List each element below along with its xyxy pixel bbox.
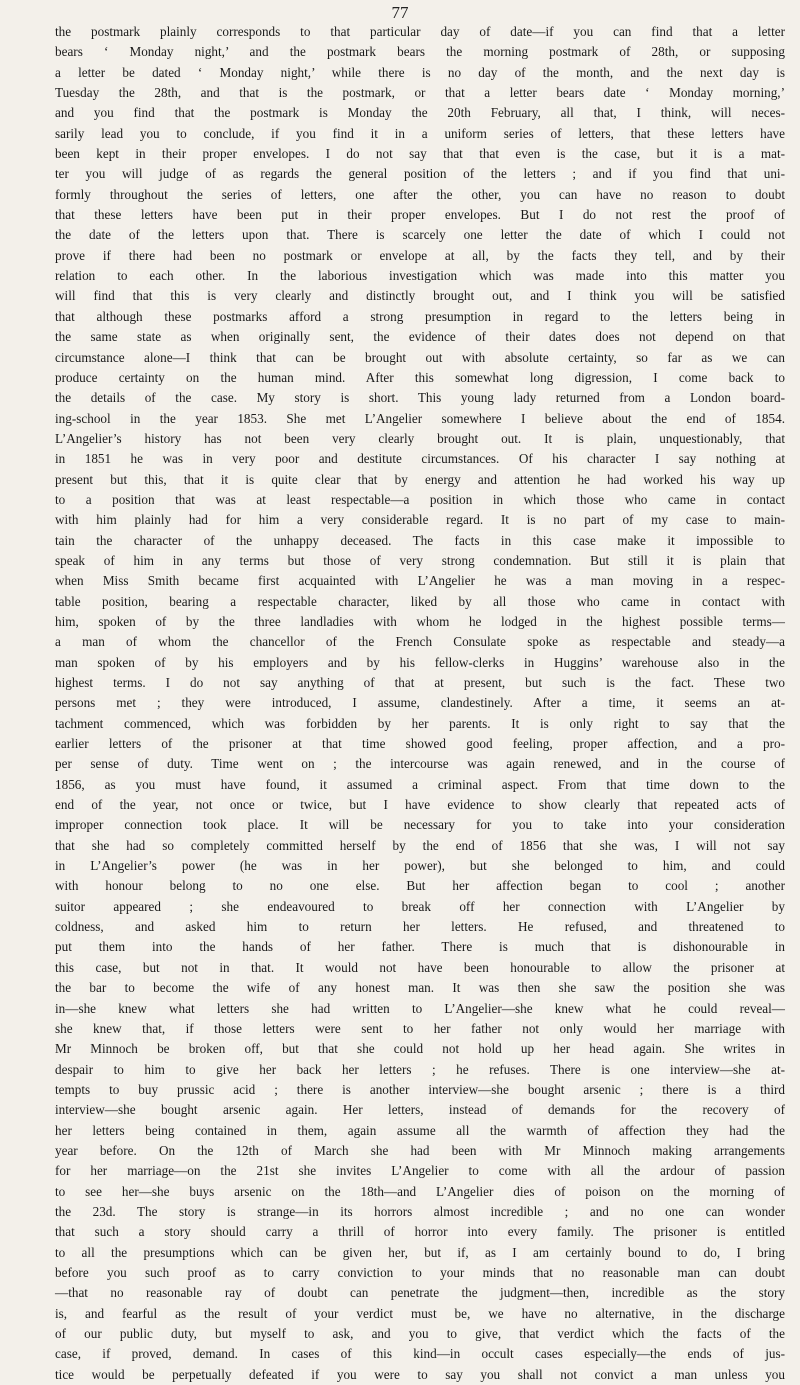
- text-line: —that no reasonable ray of doubt can penetrate the judgment—then, incredible as the story: [55, 1285, 785, 1301]
- text-line: that she had so completely committed herself by the end of 1856 that she was, I will not say: [55, 837, 785, 853]
- text-line: L’Angelier’s history has not been very clearly brought out. It is plain, unquestionably, that: [55, 430, 785, 446]
- page-number: 77: [391, 3, 409, 22]
- text-line: despair to him to give her back her letters ; he refuses. There is one interview—she at-: [55, 1061, 785, 1077]
- text-line: year before. On the 12th of March she had been with Mr Minnoch making arrangements: [55, 1142, 785, 1158]
- text-line: relation to each other. In the laborious investigation which was made into this matter you: [55, 268, 785, 284]
- text-line: she knew that, if those letters were sent to her father not only would her marriage with: [55, 1020, 785, 1036]
- text-line: 1856, as you must have found, it assumed a criminal aspect. From that time down to the: [55, 776, 785, 792]
- text-line: in L’Angelier’s power (he was in her power), but she belonged to him, and could: [55, 858, 785, 874]
- text-line: Tuesday the 28th, and that is the postmark, or that a letter bears date ‘ Monday morning,’: [55, 85, 785, 101]
- text-line: put them into the hands of her father. There is much that is dishonourable in: [55, 939, 785, 955]
- text-line: the same state as when originally sent, the evidence of their dates does not depend on that: [55, 329, 785, 345]
- text-line: tempts to buy prussic acid ; there is another interview—she bought arsenic ; there is a third: [55, 1081, 785, 1097]
- text-line: the 23d. The story is strange—in its horrors almost incredible ; and no one can wonder: [55, 1203, 785, 1219]
- text-line: tachment commenced, which was forbidden by her parents. It is only right to say that the: [55, 715, 785, 731]
- text-line: Mr Minnoch be broken off, but that she could not hold up her head again. She writes in: [55, 1041, 785, 1057]
- text-line: case, if proved, demand. In cases of this kind—in occult cases especially—the ends of jus-: [55, 1346, 785, 1362]
- text-line: bears ‘ Monday night,’ and the postmark bears the morning postmark of 28th, or supposing: [55, 44, 785, 60]
- text-line: the bar to become the wife of any honest man. It was then she saw the position she was: [55, 980, 785, 996]
- text-line: highest terms. I do not say anything of that at present, but such is the fact. These two: [55, 675, 785, 690]
- text-line: this case, but not in that. It would not have been honourable to allow the prisoner at: [55, 959, 785, 975]
- text-line: been kept in their proper envelopes. I do not say that that even is the case, but it is a mat-: [55, 146, 785, 162]
- text-line: ing-school in the year 1853. She met L’Angelier somewhere I believe about the end of 1854.: [55, 410, 785, 426]
- text-line: that these letters have been put in their proper envelopes. But I do not rest the proof of: [55, 207, 785, 223]
- text-line: in 1851 he was in very poor and destitute circumstances. Of his character I say nothing at: [55, 451, 785, 467]
- text-line: present but this, that it is quite clear that by energy and attention he had worked his way up: [55, 471, 785, 487]
- text-line: earlier letters of the prisoner at that time showed good feeling, proper affection, and a pro-: [55, 736, 785, 752]
- text-line: in—she knew what letters she had written to L’Angelier—she knew what he could reveal—: [55, 1000, 785, 1016]
- text-line: with him plainly had for him a very considerable regard. It is no part of my case to main-: [55, 512, 785, 528]
- text-line: to a position that was at least respectable—a position in which those who came in contact: [55, 491, 785, 507]
- text-line: end of the year, not once or twice, but I have evidence to show clearly that repeated acts of: [55, 797, 785, 813]
- text-line: produce certainty on the human mind. After this somewhat long digression, I come back to: [55, 369, 785, 385]
- text-line: per sense of duty. Time went on ; the intercourse was again renewed, and in the course of: [55, 756, 785, 772]
- body-text: [55, 22, 785, 1385]
- text-line: sarily lead you to conclude, if you find it in a uniform series of letters, that these letters have: [55, 125, 785, 141]
- text-line: suitor appeared ; she endeavoured to break off her connection with L’Angelier by: [55, 898, 785, 914]
- text-line: tain the character of the unhappy deceased. The facts in this case make it impossible to: [55, 532, 785, 548]
- text-line: table position, bearing a respectable character, liked by all those who came in contact with: [55, 593, 785, 609]
- text-line: coldness, and asked him to return her letters. He refused, and threatened to: [55, 919, 785, 935]
- text-line: a letter be dated ‘ Monday night,’ while there is no day of the month, and the next day is: [55, 64, 785, 80]
- text-line: for her marriage—on the 21st she invites L’Angelier to come with all the ardour of passion: [55, 1163, 785, 1179]
- text-line: prove if there had been no postmark or envelope at all, by the facts they tell, and by their: [55, 247, 785, 263]
- text-line: ter you will judge of as regards the general position of the letters ; and if you find that uni-: [55, 166, 785, 182]
- text-line: man spoken of by his employers and by his fellow-clerks in Huggins’ warehouse also in the: [55, 654, 785, 670]
- text-line: the date of the letters upon that. There is scarcely one letter the date of which I could not: [55, 227, 785, 243]
- text-line: before you such proof as to carry conviction to your minds that no reasonable man can doubt: [55, 1264, 785, 1280]
- text-line: when Miss Smith became first acquainted with L’Angelier he was a man moving in a respec-: [55, 573, 785, 589]
- text-line: to all the presumptions which can be given her, but if, as I am certainly bound to do, I bring: [55, 1244, 785, 1260]
- text-line: the postmark plainly corresponds to that particular day of date—if you can find that a letter: [55, 24, 785, 39]
- text-line: will find that this is very clearly and distinctly brought out, and I think you will be satisfied: [55, 288, 785, 304]
- text-line: him, spoken of by the three landladies with whom he lodged in the highest possible terms—: [55, 613, 785, 629]
- text-line: with honour belong to no one else. But her affection began to cool ; another: [55, 878, 785, 894]
- text-line: and you find that the postmark is Monday the 20th February, all that, I think, will neces-: [55, 105, 785, 121]
- text-line: interview—she bought arsenic again. Her letters, instead of demands for the recovery of: [55, 1102, 785, 1118]
- text-line: that such a story should carry a thrill of horror into every family. The prisoner is entitled: [55, 1224, 785, 1240]
- text-line: persons met ; they were introduced, I assume, clandestinely. After a time, it seems an at-: [55, 695, 785, 711]
- text-line: formly throughout the series of letters, one after the other, you can have no reason to doubt: [55, 186, 785, 202]
- text-line: that although these postmarks afford a strong presumption in regard to the letters being in: [55, 308, 785, 324]
- text-line: tice would be perpetually defeated if you were to say you shall not convict a man unless you: [55, 1366, 785, 1382]
- text-line: to see her—she buys arsenic on the 18th—and L’Angelier dies of poison on the morning of: [55, 1183, 785, 1199]
- text-line: of our public duty, but myself to ask, and you to give, that verdict which the facts of the: [55, 1326, 785, 1341]
- text-line: the details of the case. My story is short. This young lady returned from a London board-: [55, 390, 785, 406]
- text-line: a man of whom the chancellor of the French Consulate spoke as respectable and steady—a: [55, 634, 785, 650]
- text-line: improper connection took place. It will be necessary for you to take into your consideration: [55, 817, 785, 833]
- text-line: is, and fearful as the result of your verdict must be, we have no alternative, in the discharge: [55, 1305, 785, 1321]
- text-line: circumstance alone—I think that can be brought out with absolute certainty, so far as we can: [55, 349, 785, 365]
- text-line: speak of him in any terms but those of very strong condemnation. But still it is plain that: [55, 552, 785, 568]
- text-line: her letters being contained in them, again assume all the warmth of affection they had the: [55, 1122, 785, 1138]
